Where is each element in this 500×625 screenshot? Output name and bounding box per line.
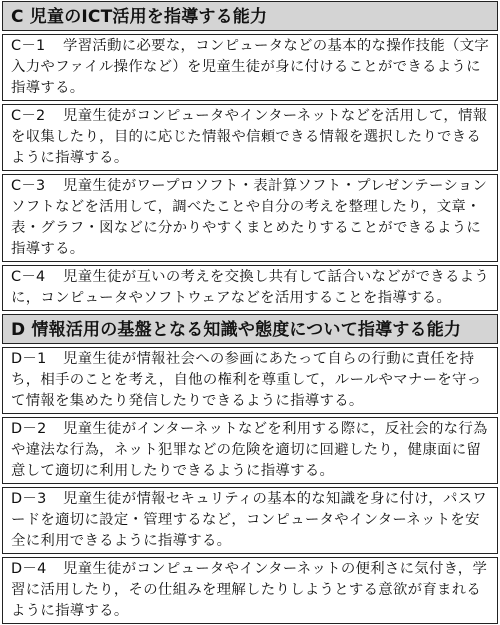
item-code: D－1	[11, 351, 47, 367]
item-c2	[2, 104, 498, 171]
section-d-header: D 情報活用の基盤となる知識や態度について指導する能力	[2, 314, 498, 344]
section-c-items	[2, 34, 498, 311]
item-text: 児童生徒がコンピュータやインターネットなどを活用して，情報を収集したり，目的に応じた情報や信頼できる情報を選択したりできるように指導する。	[11, 108, 488, 166]
item-text: 児童生徒が情報社会への参画にあたって自らの行動に責任を持ち，相手のことを考え，自他の権利を尊重して，ルールやマナーを守って情報を集めたり発信したりできるように指導する。	[11, 351, 482, 409]
section-d-items	[2, 347, 498, 624]
item-text: 児童生徒がワープロソフト・表計算ソフト・プレゼンテーションソフトなどを活用して，調べたことや自分の考えを整理したり，文章・表・グラフ・図などに分かりやすくまとめたりすることができるように指導する。	[11, 178, 488, 257]
item-code: C－4	[11, 269, 46, 285]
item-d3	[2, 487, 498, 554]
item-d1	[2, 347, 498, 414]
section-d	[2, 314, 498, 624]
item-code: C－2	[11, 108, 46, 124]
item-d2	[2, 417, 498, 484]
item-code: C－1	[11, 38, 46, 54]
section-c-header: C 児童のICT活用を指導する能力	[2, 1, 498, 31]
item-code: D－2	[11, 421, 47, 437]
item-text: 児童生徒がコンピュータやインターネットの便利さに気付き，学習に活用したり，その仕組みを理解したりしようとする意欲が育まれるように指導する。	[11, 561, 488, 619]
section-c	[2, 1, 498, 311]
item-code: D－4	[11, 561, 47, 577]
item-text: 児童生徒がインターネットなどを利用する際に，反社会的な行為や違法な行為，ネット犯罪などの危険を適切に回避したり，健康面に留意して適切に利用したりできるように指導する。	[11, 421, 488, 479]
item-text: 児童生徒が情報セキュリティの基本的な知識を身に付け，パスワードを適切に設定・管理するなど，コンピュータやインターネットを安全に利用できるように指導する。	[11, 491, 488, 549]
item-code: D－3	[11, 491, 47, 507]
item-c3	[2, 174, 498, 262]
item-c4	[2, 265, 498, 311]
item-code: C－3	[11, 178, 46, 194]
item-c1	[2, 34, 498, 101]
item-text: 学習活動に必要な，コンピュータなどの基本的な操作技能（文字入力やファイル操作など）を児童生徒が身に付けることができるように指導する。	[11, 38, 490, 96]
item-d4	[2, 557, 498, 624]
item-text: 児童生徒が互いの考えを交換し共有して話合いなどができるように，コンピュータやソフトウェアなどを活用することを指導する。	[11, 269, 490, 306]
